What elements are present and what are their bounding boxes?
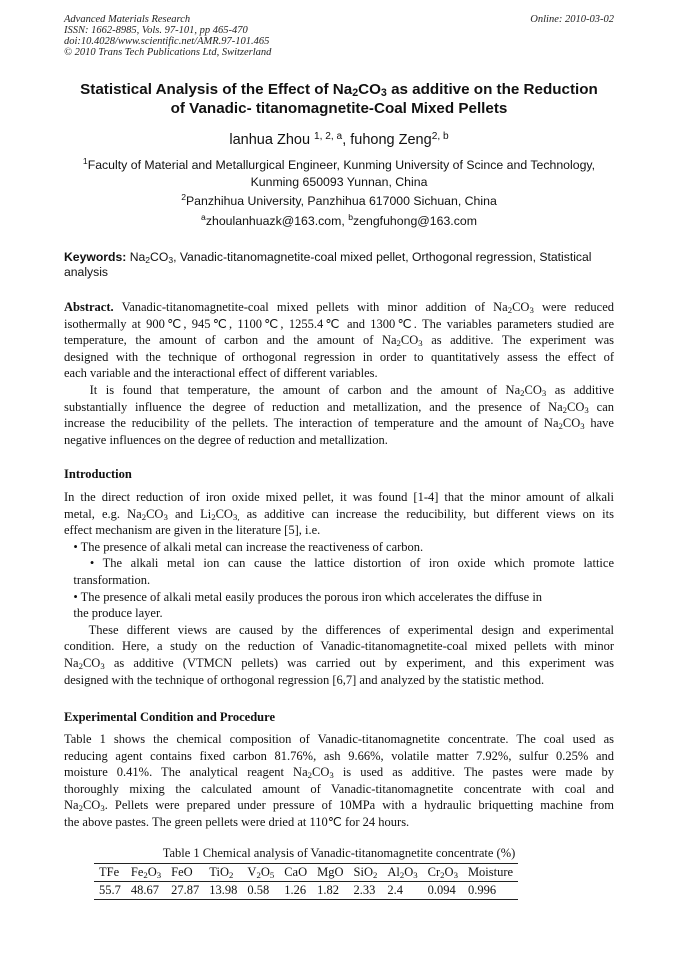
- table-cell: 2.4: [382, 882, 422, 900]
- author-1: lanhua Zhou: [229, 132, 315, 148]
- abstract-label: Abstract.: [64, 300, 114, 314]
- title-line-2: of Vanadic- titanomagnetite-Coal Mixed Pellets: [170, 100, 508, 117]
- title-text: as additive on the Reduction: [386, 81, 598, 98]
- exp-line: the above pastes. The green pellets were dried at 110℃ for 24 hours.: [64, 814, 410, 829]
- table-header-cell: TFe: [94, 864, 126, 882]
- abstract-line: negative influences on the degree of reduction and metallization.: [64, 432, 388, 447]
- table-cell: 27.87: [166, 882, 204, 900]
- table-header-cell: FeO: [166, 864, 204, 882]
- table-cell: 0.094: [423, 882, 463, 900]
- table-header-cell: CaO: [279, 864, 312, 882]
- intro-bullet: transformation.: [64, 572, 151, 587]
- table-header-cell: TiO$_2$: [204, 864, 242, 882]
- abstract-line: increase the reducibility of the pellets. The interaction of temperature and the amount of $Na_2CO_3$ have: [64, 416, 614, 432]
- table-header-cell: Moisture: [463, 864, 518, 882]
- email-b: zengfuhong@163.com: [353, 214, 477, 228]
- experimental-body: [64, 731, 614, 831]
- table-cell: 0.996: [463, 882, 518, 900]
- exp-line: Table 1 shows the chemical composition of Vanadic-titanomagnetite concentrate. The coal used as: [64, 732, 614, 746]
- affil-text: Faculty of Material and Metallurgical Engineer, Kunming University of Scince and Technology,: [87, 158, 596, 172]
- intro-line: condition. Here, a study on the reduction of Vanadic-titanomagnetite-coal mixed pellets with minor: [64, 639, 614, 654]
- composition-table: [94, 863, 518, 900]
- keywords: [64, 250, 616, 280]
- experimental-heading: Experimental Condition and Procedure: [64, 710, 276, 724]
- table-row: [94, 882, 518, 900]
- table-cell: 0.58: [242, 882, 279, 900]
- affil-text: Kunming 650093 Yunnan, China: [250, 175, 428, 189]
- email-marker: b: [348, 212, 354, 222]
- intro-line: These different views are caused by the differences of experimental design and experimental: [64, 622, 614, 637]
- table-header-cell: MgO: [312, 864, 348, 882]
- table-caption: Table 1 Chemical analysis of Vanadic-titanomagnetite concentrate (%): [162, 846, 516, 860]
- abstract-line: isothermally at 900℃, 945℃, 1100℃, 1255.4℃ and 1300℃. The variables parameters studied are: [64, 316, 614, 331]
- table-header-cell: $V_2O_5$: [242, 864, 279, 882]
- online-date: Online: 2010-03-02: [530, 14, 614, 25]
- journal-name: Advanced Materials Research: [64, 14, 191, 25]
- abstract-line: Abstract. Vanadic-titanomagnetite-coal mixed pellets with minor addition of $Na_2CO_3$ were reduced: [64, 300, 614, 315]
- table-cell: 48.67: [126, 882, 166, 900]
- copyright-line: © 2010 Trans Tech Publications Ltd, Switzerland: [64, 47, 272, 58]
- author-1-affil: 1, 2, a: [314, 131, 343, 142]
- keyword-subscript: 3: [168, 255, 174, 265]
- table-cell: 1.82: [312, 882, 348, 900]
- abstract: [64, 299, 614, 448]
- table-cell: 55.7: [94, 882, 126, 900]
- author-emails: [30, 214, 648, 228]
- affil-marker: 1: [82, 156, 88, 166]
- intro-bullet: the produce layer.: [64, 606, 163, 621]
- keyword-text: Na: [126, 250, 146, 264]
- intro-bullet: • The presence of alkali metal can increase the reactiveness of carbon.: [64, 539, 424, 554]
- table-header-cell: $Fe_2O_3$: [126, 864, 166, 882]
- introduction-body: [64, 489, 614, 688]
- keyword-text: analysis: [64, 265, 109, 279]
- intro-line: metal, e.g. $Na_2CO_3$ and $Li_2CO_{3,}$ as additive can increase the reducibility, but different views on its: [64, 506, 614, 522]
- doi-line: doi:10.4028/www.scientific.net/AMR.97-101.465: [64, 36, 270, 47]
- table-header-cell: SiO$_2$: [349, 864, 383, 882]
- exp-line: $Na_2CO_3$. Pellets were prepared under pressure of 10MPa with a hydraulic briquetting machine from: [64, 798, 614, 814]
- abstract-line: temperature, the amount of carbon and the amount of $Na_2CO_3$ as additive. The experiment was: [64, 333, 614, 349]
- affil-marker: 2: [181, 192, 186, 202]
- exp-line: thoroughly mixing the calculated amount of Vanadic-titanomagnetite concentrate with coal and: [64, 781, 614, 796]
- table-cell: 2.33: [349, 882, 383, 900]
- abstract-line: each variable and the interactional effect of different variables.: [64, 366, 378, 381]
- intro-line: designed with the technique of orthogonal regression [6,7] and analyzed by the statistic method.: [64, 672, 545, 687]
- email-marker: a: [201, 212, 206, 222]
- title-subscript: 2: [352, 87, 359, 99]
- title-text: Statistical Analysis of the Effect of Na: [80, 81, 353, 98]
- issn-line: ISSN: 1662-8985, Vols. 97-101, pp 465-470: [64, 25, 248, 36]
- journal-header: [64, 14, 271, 58]
- title-subscript: 3: [380, 87, 387, 99]
- introduction-heading: Introduction: [64, 467, 132, 481]
- table-cell: 13.98: [204, 882, 242, 900]
- keywords-label: Keywords:: [64, 250, 127, 264]
- keyword-text: , Vanadic-titanomagnetite-coal mixed pellet, Orthogonal regression, Statistical: [173, 250, 592, 264]
- affiliation-1: [30, 157, 648, 191]
- intro-line: effect mechanism are given in the literature [5], i.e.: [64, 523, 321, 538]
- intro-line: In the direct reduction of iron oxide mixed pellet, it was found [1-4] that the minor amount of alkali: [64, 490, 614, 504]
- exp-line: moisture 0.41%. The analytical reagent $Na_2CO_3$ is used as additive. The pastes were made by: [64, 765, 614, 781]
- paper-title: [40, 80, 638, 118]
- email-a: zhoulanhuazk@163.com,: [205, 214, 349, 228]
- intro-bullet: • The presence of alkali metal easily produces the porous iron which accelerates the diffuse in: [64, 589, 543, 604]
- abstract-line: It is found that temperature, the amount of carbon and the amount of $Na_2CO_3$ as additive: [64, 382, 614, 398]
- affil-text: Panzhihua University, Panzhihua 617000 Sichuan, China: [185, 194, 497, 208]
- affiliation-2: [30, 194, 648, 208]
- author-2: , fuhong Zeng: [342, 132, 432, 148]
- table-header-cell: $Al_2O_3$: [382, 864, 422, 882]
- authors: [30, 132, 648, 148]
- table-cell: 1.26: [279, 882, 312, 900]
- intro-bullet: • The alkali metal ion can cause the lattice distortion of iron oxide which promote lattice: [64, 556, 614, 571]
- keyword-subscript: 2: [145, 255, 151, 265]
- exp-line: reducing agent contains fixed carbon 81.76%, ash 9.66%, volatile matter 7.92%, sulfur 0.25% and: [64, 748, 614, 763]
- table-header-cell: $Cr_2O_3$: [423, 864, 463, 882]
- abstract-line: substantially influence the degree of reduction and metallization, and the presence of $Na_2CO_3$ can: [64, 399, 614, 415]
- title-text: CO: [358, 81, 381, 98]
- table-header-row: [94, 864, 518, 882]
- keyword-text: CO: [150, 250, 169, 264]
- intro-line: $Na_2CO_3$ as additive (VTMCN pellets) was carried out by experiment, and this experiment was: [64, 655, 614, 671]
- abstract-line: designed with the technique of orthogonal regression in order to quantitatively assess the effect of: [64, 349, 614, 364]
- author-2-affil: 2, b: [431, 131, 449, 142]
